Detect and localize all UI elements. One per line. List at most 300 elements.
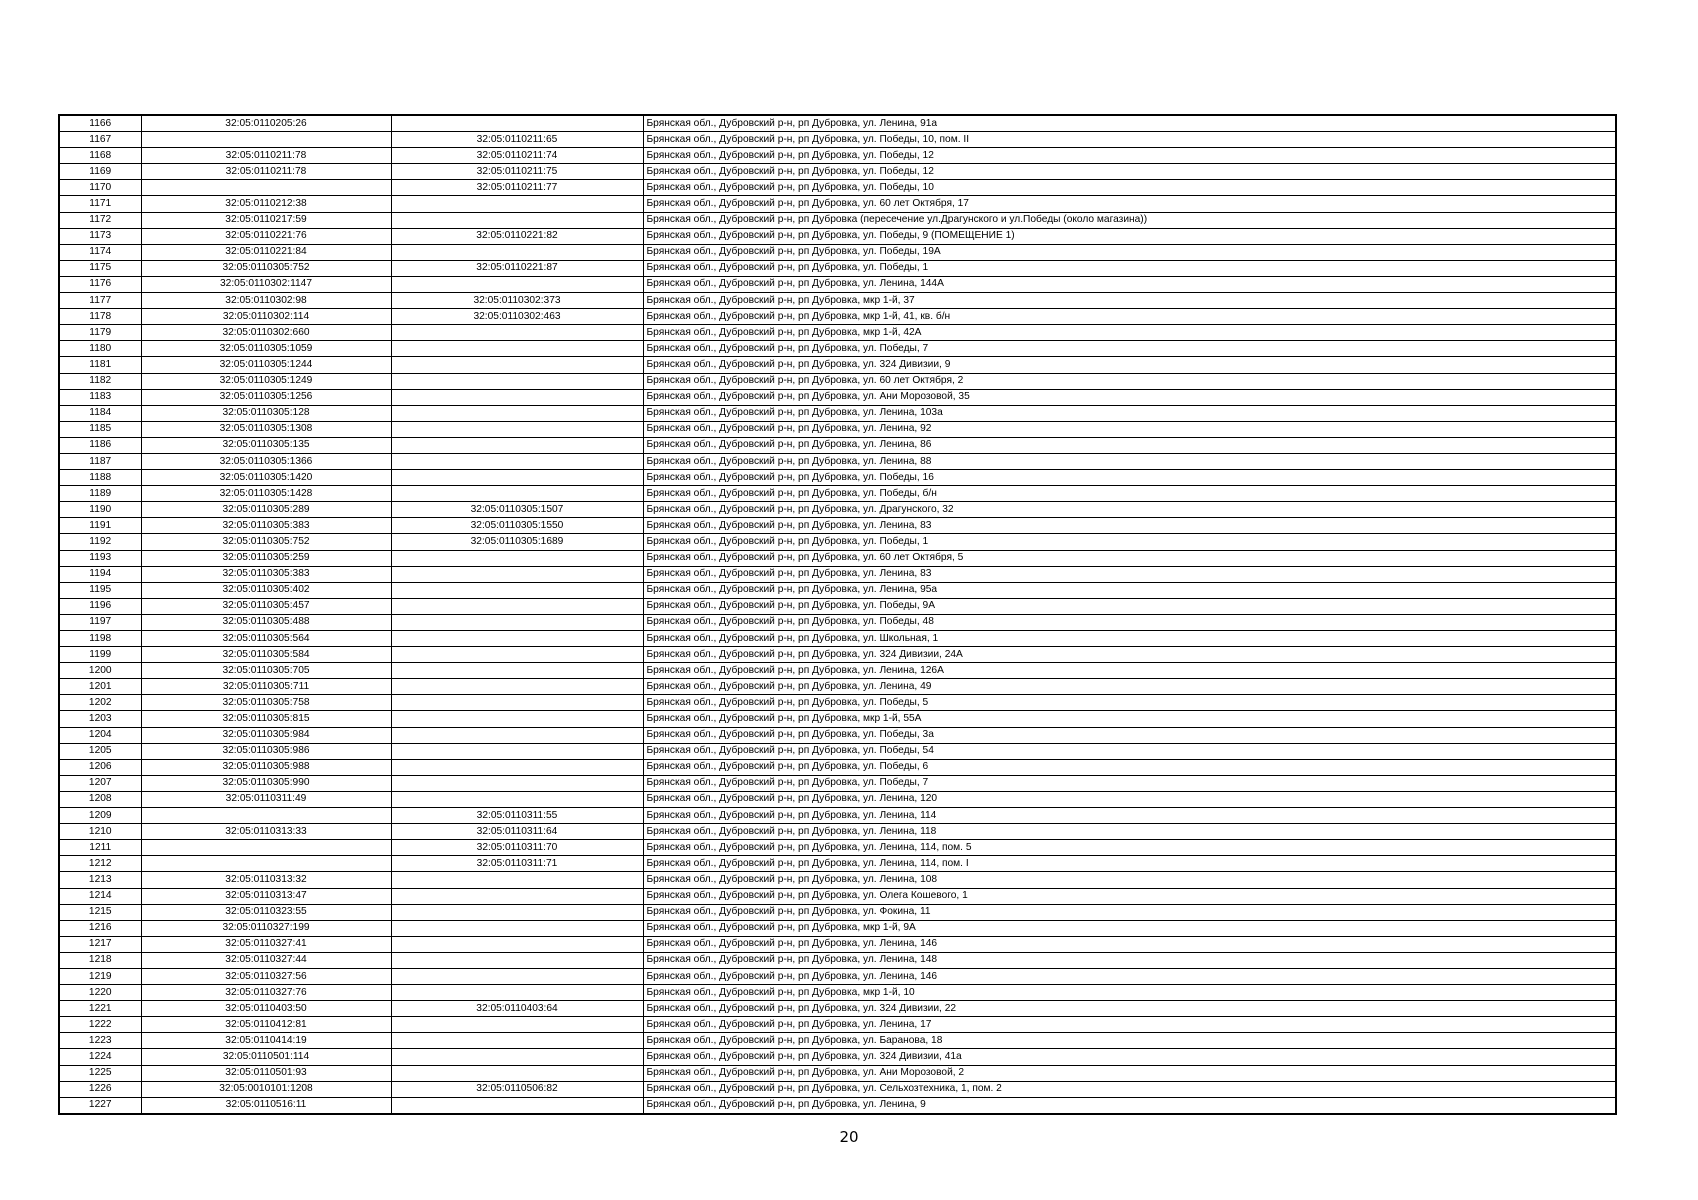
table-row: [59, 631, 1616, 647]
building-cadastral-number-cell: 32:05:0110211:75: [391, 164, 643, 180]
table-row: [59, 196, 1616, 212]
address-cell: Брянская обл., Дубровский р-н, рп Дубровка, ул. Победы, 7: [643, 775, 1616, 791]
building-cadastral-number-cell: [391, 405, 643, 421]
building-cadastral-number-cell: [391, 968, 643, 984]
address-cell: Брянская обл., Дубровский р-н, рп Дубровка, ул. Ленина, 95а: [643, 582, 1616, 598]
address-cell: Брянская обл., Дубровский р-н, рп Дубровка, мкр 1-й, 41, кв. б/н: [643, 309, 1616, 325]
table-row: [59, 679, 1616, 695]
row-number-cell: 1218: [59, 952, 141, 968]
row-number-cell: 1192: [59, 534, 141, 550]
address-cell: Брянская обл., Дубровский р-н, рп Дубровка, ул. Ленина, 83: [643, 518, 1616, 534]
table-row: [59, 180, 1616, 196]
land-cadastral-number-cell: 32:05:0110205:26: [141, 115, 391, 132]
building-cadastral-number-cell: [391, 341, 643, 357]
address-cell: Брянская обл., Дубровский р-н, рп Дубровка, мкр 1-й, 55А: [643, 711, 1616, 727]
table-row: [59, 888, 1616, 904]
table-row: [59, 276, 1616, 292]
table-row: [59, 968, 1616, 984]
building-cadastral-number-cell: [391, 952, 643, 968]
table-row: [59, 808, 1616, 824]
building-cadastral-number-cell: 32:05:0110221:82: [391, 228, 643, 244]
building-cadastral-number-cell: [391, 453, 643, 469]
building-cadastral-number-cell: [391, 470, 643, 486]
address-cell: Брянская обл., Дубровский р-н, рп Дубровка, ул. Победы, 9А: [643, 598, 1616, 614]
row-number-cell: 1206: [59, 759, 141, 775]
table-row: [59, 1017, 1616, 1033]
land-cadastral-number-cell: 32:05:0110217:59: [141, 212, 391, 228]
row-number-cell: 1170: [59, 180, 141, 196]
address-cell: Брянская обл., Дубровский р-н, рп Дубровка, ул. Победы, 12: [643, 148, 1616, 164]
table-row: [59, 743, 1616, 759]
building-cadastral-number-cell: [391, 550, 643, 566]
building-cadastral-number-cell: [391, 647, 643, 663]
land-cadastral-number-cell: 32:05:0110305:383: [141, 566, 391, 582]
row-number-cell: 1224: [59, 1049, 141, 1065]
land-cadastral-number-cell: 32:05:0110305:711: [141, 679, 391, 695]
address-cell: Брянская обл., Дубровский р-н, рп Дубровка, ул. Ленина, 118: [643, 824, 1616, 840]
property-table: [58, 114, 1617, 1115]
row-number-cell: 1215: [59, 904, 141, 920]
address-cell: Брянская обл., Дубровский р-н, рп Дубровка, ул. Победы, 16: [643, 470, 1616, 486]
address-cell: Брянская обл., Дубровский р-н, рп Дубровка, ул. Победы, 12: [643, 164, 1616, 180]
land-cadastral-number-cell: 32:05:0110211:78: [141, 148, 391, 164]
row-number-cell: 1179: [59, 325, 141, 341]
land-cadastral-number-cell: 32:05:0110305:402: [141, 582, 391, 598]
address-cell: Брянская обл., Дубровский р-н, рп Дубровка, мкр 1-й, 9А: [643, 920, 1616, 936]
land-cadastral-number-cell: [141, 180, 391, 196]
table-row: [59, 920, 1616, 936]
land-cadastral-number-cell: [141, 856, 391, 872]
building-cadastral-number-cell: [391, 695, 643, 711]
table-row: [59, 727, 1616, 743]
row-number-cell: 1194: [59, 566, 141, 582]
address-cell: Брянская обл., Дубровский р-н, рп Дубровка, ул. Победы, 48: [643, 614, 1616, 630]
table-row: [59, 952, 1616, 968]
row-number-cell: 1225: [59, 1065, 141, 1081]
address-cell: Брянская обл., Дубровский р-н, рп Дубровка, ул. Победы, 54: [643, 743, 1616, 759]
land-cadastral-number-cell: [141, 132, 391, 148]
building-cadastral-number-cell: 32:05:0110211:77: [391, 180, 643, 196]
address-cell: Брянская обл., Дубровский р-н, рп Дубровка, ул. Ленина, 17: [643, 1017, 1616, 1033]
table-row: [59, 711, 1616, 727]
land-cadastral-number-cell: 32:05:0110211:78: [141, 164, 391, 180]
building-cadastral-number-cell: [391, 325, 643, 341]
land-cadastral-number-cell: 32:05:0110302:660: [141, 325, 391, 341]
table-row: [59, 405, 1616, 421]
building-cadastral-number-cell: 32:05:0110305:1689: [391, 534, 643, 550]
address-cell: Брянская обл., Дубровский р-н, рп Дубровка, ул. Ленина, 88: [643, 453, 1616, 469]
table-row: [59, 534, 1616, 550]
building-cadastral-number-cell: [391, 1097, 643, 1114]
row-number-cell: 1220: [59, 985, 141, 1001]
address-cell: Брянская обл., Дубровский р-н, рп Дубровка, ул. Победы, 9 (ПОМЕЩЕНИЕ 1): [643, 228, 1616, 244]
land-cadastral-number-cell: 32:05:0110305:986: [141, 743, 391, 759]
land-cadastral-number-cell: 32:05:0110516:11: [141, 1097, 391, 1114]
address-cell: Брянская обл., Дубровский р-н, рп Дубровка, мкр 1-й, 10: [643, 985, 1616, 1001]
table-row: [59, 550, 1616, 566]
table-row: [59, 293, 1616, 309]
land-cadastral-number-cell: 32:05:0110501:93: [141, 1065, 391, 1081]
row-number-cell: 1201: [59, 679, 141, 695]
address-cell: Брянская обл., Дубровский р-н, рп Дубровка, ул. Баранова, 18: [643, 1033, 1616, 1049]
land-cadastral-number-cell: 32:05:0110305:1366: [141, 453, 391, 469]
row-number-cell: 1182: [59, 373, 141, 389]
building-cadastral-number-cell: [391, 679, 643, 695]
address-cell: Брянская обл., Дубровский р-н, рп Дубровка, ул. 324 Дивизии, 41а: [643, 1049, 1616, 1065]
row-number-cell: 1171: [59, 196, 141, 212]
address-cell: Брянская обл., Дубровский р-н, рп Дубровка, ул. 324 Дивизии, 24А: [643, 647, 1616, 663]
building-cadastral-number-cell: 32:05:0110305:1550: [391, 518, 643, 534]
building-cadastral-number-cell: 32:05:0110302:373: [391, 293, 643, 309]
table-row: [59, 470, 1616, 486]
row-number-cell: 1202: [59, 695, 141, 711]
land-cadastral-number-cell: 32:05:0010101:1208: [141, 1081, 391, 1097]
address-cell: Брянская обл., Дубровский р-н, рп Дубровка, ул. Ленина, 114: [643, 808, 1616, 824]
land-cadastral-number-cell: 32:05:0110305:289: [141, 502, 391, 518]
building-cadastral-number-cell: [391, 872, 643, 888]
land-cadastral-number-cell: 32:05:0110327:56: [141, 968, 391, 984]
building-cadastral-number-cell: [391, 486, 643, 502]
address-cell: Брянская обл., Дубровский р-н, рп Дубровка, ул. Победы, 6: [643, 759, 1616, 775]
land-cadastral-number-cell: [141, 840, 391, 856]
land-cadastral-number-cell: 32:05:0110305:1428: [141, 486, 391, 502]
building-cadastral-number-cell: [391, 759, 643, 775]
building-cadastral-number-cell: [391, 1017, 643, 1033]
table-row: [59, 759, 1616, 775]
building-cadastral-number-cell: [391, 1065, 643, 1081]
building-cadastral-number-cell: [391, 566, 643, 582]
address-cell: Брянская обл., Дубровский р-н, рп Дубровка, ул. Ленина, 146: [643, 968, 1616, 984]
building-cadastral-number-cell: [391, 904, 643, 920]
land-cadastral-number-cell: 32:05:0110313:33: [141, 824, 391, 840]
row-number-cell: 1196: [59, 598, 141, 614]
table-row: [59, 486, 1616, 502]
row-number-cell: 1221: [59, 1001, 141, 1017]
building-cadastral-number-cell: [391, 888, 643, 904]
building-cadastral-number-cell: [391, 631, 643, 647]
address-cell: Брянская обл., Дубровский р-н, рп Дубровка, ул. Победы, 7: [643, 341, 1616, 357]
land-cadastral-number-cell: 32:05:0110212:38: [141, 196, 391, 212]
row-number-cell: 1187: [59, 453, 141, 469]
address-cell: Брянская обл., Дубровский р-н, рп Дубровка, ул. 60 лет Октября, 2: [643, 373, 1616, 389]
building-cadastral-number-cell: [391, 196, 643, 212]
row-number-cell: 1181: [59, 357, 141, 373]
building-cadastral-number-cell: [391, 437, 643, 453]
row-number-cell: 1183: [59, 389, 141, 405]
row-number-cell: 1175: [59, 260, 141, 276]
table-row: [59, 148, 1616, 164]
row-number-cell: 1191: [59, 518, 141, 534]
table-row: [59, 614, 1616, 630]
row-number-cell: 1204: [59, 727, 141, 743]
table-row: [59, 985, 1616, 1001]
address-cell: Брянская обл., Дубровский р-н, рп Дубровка, ул. Олега Кошевого, 1: [643, 888, 1616, 904]
table-row: [59, 341, 1616, 357]
row-number-cell: 1174: [59, 244, 141, 260]
land-cadastral-number-cell: 32:05:0110305:457: [141, 598, 391, 614]
building-cadastral-number-cell: [391, 743, 643, 759]
row-number-cell: 1186: [59, 437, 141, 453]
table-row: [59, 244, 1616, 260]
land-cadastral-number-cell: 32:05:0110311:49: [141, 791, 391, 807]
table-row: [59, 856, 1616, 872]
table-row: [59, 840, 1616, 856]
row-number-cell: 1178: [59, 309, 141, 325]
address-cell: Брянская обл., Дубровский р-н, рп Дубровка, ул. Ленина, 126А: [643, 663, 1616, 679]
building-cadastral-number-cell: [391, 727, 643, 743]
land-cadastral-number-cell: 32:05:0110305:488: [141, 614, 391, 630]
table-row: [59, 1097, 1616, 1114]
land-cadastral-number-cell: 32:05:0110305:705: [141, 663, 391, 679]
table-row: [59, 663, 1616, 679]
row-number-cell: 1190: [59, 502, 141, 518]
table-row: [59, 502, 1616, 518]
land-cadastral-number-cell: 32:05:0110305:259: [141, 550, 391, 566]
address-cell: Брянская обл., Дубровский р-н, рп Дубровка, ул. Ленина, 83: [643, 566, 1616, 582]
address-cell: Брянская обл., Дубровский р-н, рп Дубровка, ул. Ленина, 148: [643, 952, 1616, 968]
table-row: [59, 115, 1616, 132]
table-row: [59, 1049, 1616, 1065]
table-row: [59, 132, 1616, 148]
property-table-body: [59, 115, 1616, 1114]
row-number-cell: 1169: [59, 164, 141, 180]
building-cadastral-number-cell: 32:05:0110506:82: [391, 1081, 643, 1097]
land-cadastral-number-cell: 32:05:0110412:81: [141, 1017, 391, 1033]
land-cadastral-number-cell: 32:05:0110302:98: [141, 293, 391, 309]
land-cadastral-number-cell: 32:05:0110305:758: [141, 695, 391, 711]
table-row: [59, 1033, 1616, 1049]
building-cadastral-number-cell: [391, 936, 643, 952]
building-cadastral-number-cell: 32:05:0110211:65: [391, 132, 643, 148]
address-cell: Брянская обл., Дубровский р-н, рп Дубровка, ул. Школьная, 1: [643, 631, 1616, 647]
building-cadastral-number-cell: [391, 357, 643, 373]
row-number-cell: 1219: [59, 968, 141, 984]
row-number-cell: 1214: [59, 888, 141, 904]
building-cadastral-number-cell: [391, 663, 643, 679]
address-cell: Брянская обл., Дубровский р-н, рп Дубровка, ул. Ленина, 9: [643, 1097, 1616, 1114]
address-cell: Брянская обл., Дубровский р-н, рп Дубровка (пересечение ул.Драгунского и ул.Победы (около магазина)): [643, 212, 1616, 228]
building-cadastral-number-cell: [391, 421, 643, 437]
table-row: [59, 582, 1616, 598]
land-cadastral-number-cell: 32:05:0110414:19: [141, 1033, 391, 1049]
address-cell: Брянская обл., Дубровский р-н, рп Дубровка, ул. Ленина, 92: [643, 421, 1616, 437]
land-cadastral-number-cell: 32:05:0110305:752: [141, 260, 391, 276]
address-cell: Брянская обл., Дубровский р-н, рп Дубровка, ул. Победы, 10, пом. II: [643, 132, 1616, 148]
row-number-cell: 1217: [59, 936, 141, 952]
row-number-cell: 1177: [59, 293, 141, 309]
land-cadastral-number-cell: 32:05:0110302:114: [141, 309, 391, 325]
building-cadastral-number-cell: [391, 212, 643, 228]
building-cadastral-number-cell: [391, 373, 643, 389]
address-cell: Брянская обл., Дубровский р-н, рп Дубровка, ул. Ленина, 108: [643, 872, 1616, 888]
table-row: [59, 389, 1616, 405]
table-row: [59, 824, 1616, 840]
building-cadastral-number-cell: [391, 614, 643, 630]
row-number-cell: 1223: [59, 1033, 141, 1049]
building-cadastral-number-cell: 32:05:0110311:55: [391, 808, 643, 824]
land-cadastral-number-cell: 32:05:0110305:990: [141, 775, 391, 791]
address-cell: Брянская обл., Дубровский р-н, рп Дубровка, ул. Ленина, 103а: [643, 405, 1616, 421]
row-number-cell: 1213: [59, 872, 141, 888]
land-cadastral-number-cell: 32:05:0110305:584: [141, 647, 391, 663]
row-number-cell: 1199: [59, 647, 141, 663]
land-cadastral-number-cell: 32:05:0110305:1059: [141, 341, 391, 357]
building-cadastral-number-cell: [391, 244, 643, 260]
row-number-cell: 1210: [59, 824, 141, 840]
address-cell: Брянская обл., Дубровский р-н, рп Дубровка, ул. Победы, 1: [643, 260, 1616, 276]
table-row: [59, 904, 1616, 920]
row-number-cell: 1188: [59, 470, 141, 486]
building-cadastral-number-cell: [391, 711, 643, 727]
land-cadastral-number-cell: [141, 808, 391, 824]
land-cadastral-number-cell: 32:05:0110305:815: [141, 711, 391, 727]
address-cell: Брянская обл., Дубровский р-н, рп Дубровка, ул. Ленина, 146: [643, 936, 1616, 952]
address-cell: Брянская обл., Дубровский р-н, рп Дубровка, ул. Ани Морозовой, 2: [643, 1065, 1616, 1081]
table-row: [59, 936, 1616, 952]
address-cell: Брянская обл., Дубровский р-н, рп Дубровка, ул. Победы, 10: [643, 180, 1616, 196]
land-cadastral-number-cell: 32:05:0110403:50: [141, 1001, 391, 1017]
table-row: [59, 518, 1616, 534]
row-number-cell: 1211: [59, 840, 141, 856]
address-cell: Брянская обл., Дубровский р-н, рп Дубровка, ул. 60 лет Октября, 5: [643, 550, 1616, 566]
row-number-cell: 1166: [59, 115, 141, 132]
land-cadastral-number-cell: 32:05:0110305:1256: [141, 389, 391, 405]
address-cell: Брянская обл., Дубровский р-н, рп Дубровка, ул. Победы, 1: [643, 534, 1616, 550]
land-cadastral-number-cell: 32:05:0110305:1249: [141, 373, 391, 389]
land-cadastral-number-cell: 32:05:0110327:76: [141, 985, 391, 1001]
address-cell: Брянская обл., Дубровский р-н, рп Дубровка, ул. Фокина, 11: [643, 904, 1616, 920]
building-cadastral-number-cell: [391, 985, 643, 1001]
land-cadastral-number-cell: 32:05:0110313:47: [141, 888, 391, 904]
building-cadastral-number-cell: [391, 276, 643, 292]
address-cell: Брянская обл., Дубровский р-н, рп Дубровка, ул. 324 Дивизии, 22: [643, 1001, 1616, 1017]
land-cadastral-number-cell: 32:05:0110221:76: [141, 228, 391, 244]
building-cadastral-number-cell: 32:05:0110311:64: [391, 824, 643, 840]
building-cadastral-number-cell: [391, 389, 643, 405]
land-cadastral-number-cell: 32:05:0110501:114: [141, 1049, 391, 1065]
table-row: [59, 598, 1616, 614]
land-cadastral-number-cell: 32:05:0110327:41: [141, 936, 391, 952]
row-number-cell: 1216: [59, 920, 141, 936]
table-row: [59, 872, 1616, 888]
address-cell: Брянская обл., Дубровский р-н, рп Дубровка, ул. Ленина, 91а: [643, 115, 1616, 132]
table-row: [59, 647, 1616, 663]
table-row: [59, 325, 1616, 341]
land-cadastral-number-cell: 32:05:0110305:752: [141, 534, 391, 550]
address-cell: Брянская обл., Дубровский р-н, рп Дубровка, ул. Ленина, 49: [643, 679, 1616, 695]
row-number-cell: 1176: [59, 276, 141, 292]
row-number-cell: 1193: [59, 550, 141, 566]
address-cell: Брянская обл., Дубровский р-н, рп Дубровка, ул. Ани Морозовой, 35: [643, 389, 1616, 405]
building-cadastral-number-cell: [391, 1049, 643, 1065]
table-row: [59, 373, 1616, 389]
land-cadastral-number-cell: 32:05:0110323:55: [141, 904, 391, 920]
row-number-cell: 1222: [59, 1017, 141, 1033]
land-cadastral-number-cell: 32:05:0110221:84: [141, 244, 391, 260]
building-cadastral-number-cell: 32:05:0110305:1507: [391, 502, 643, 518]
row-number-cell: 1205: [59, 743, 141, 759]
table-row: [59, 1001, 1616, 1017]
address-cell: Брянская обл., Дубровский р-н, рп Дубровка, ул. Победы, 3а: [643, 727, 1616, 743]
building-cadastral-number-cell: [391, 775, 643, 791]
address-cell: Брянская обл., Дубровский р-н, рп Дубровка, мкр 1-й, 37: [643, 293, 1616, 309]
address-cell: Брянская обл., Дубровский р-н, рп Дубровка, ул. Ленина, 114, пом. I: [643, 856, 1616, 872]
row-number-cell: 1198: [59, 631, 141, 647]
table-row: [59, 228, 1616, 244]
row-number-cell: 1209: [59, 808, 141, 824]
row-number-cell: 1208: [59, 791, 141, 807]
land-cadastral-number-cell: 32:05:0110305:564: [141, 631, 391, 647]
land-cadastral-number-cell: 32:05:0110305:128: [141, 405, 391, 421]
land-cadastral-number-cell: 32:05:0110305:988: [141, 759, 391, 775]
building-cadastral-number-cell: [391, 920, 643, 936]
address-cell: Брянская обл., Дубровский р-н, рп Дубровка, ул. Ленина, 144А: [643, 276, 1616, 292]
address-cell: Брянская обл., Дубровский р-н, рп Дубровка, ул. 324 Дивизии, 9: [643, 357, 1616, 373]
building-cadastral-number-cell: [391, 598, 643, 614]
table-row: [59, 309, 1616, 325]
row-number-cell: 1203: [59, 711, 141, 727]
building-cadastral-number-cell: [391, 115, 643, 132]
row-number-cell: 1173: [59, 228, 141, 244]
building-cadastral-number-cell: [391, 791, 643, 807]
land-cadastral-number-cell: 32:05:0110305:135: [141, 437, 391, 453]
land-cadastral-number-cell: 32:05:0110305:383: [141, 518, 391, 534]
page-number: 20: [839, 1128, 859, 1146]
table-row: [59, 566, 1616, 582]
row-number-cell: 1195: [59, 582, 141, 598]
address-cell: Брянская обл., Дубровский р-н, рп Дубровка, ул. Драгунского, 32: [643, 502, 1616, 518]
address-cell: Брянская обл., Дубровский р-н, рп Дубровка, ул. 60 лет Октября, 17: [643, 196, 1616, 212]
land-cadastral-number-cell: 32:05:0110327:44: [141, 952, 391, 968]
building-cadastral-number-cell: 32:05:0110211:74: [391, 148, 643, 164]
table-row: [59, 260, 1616, 276]
table-row: [59, 695, 1616, 711]
building-cadastral-number-cell: 32:05:0110311:71: [391, 856, 643, 872]
building-cadastral-number-cell: [391, 1033, 643, 1049]
table-row: [59, 421, 1616, 437]
row-number-cell: 1168: [59, 148, 141, 164]
row-number-cell: 1207: [59, 775, 141, 791]
land-cadastral-number-cell: 32:05:0110305:1244: [141, 357, 391, 373]
land-cadastral-number-cell: 32:05:0110313:32: [141, 872, 391, 888]
land-cadastral-number-cell: 32:05:0110305:1308: [141, 421, 391, 437]
row-number-cell: 1185: [59, 421, 141, 437]
address-cell: Брянская обл., Дубровский р-н, рп Дубровка, ул. Ленина, 114, пом. 5: [643, 840, 1616, 856]
row-number-cell: 1167: [59, 132, 141, 148]
address-cell: Брянская обл., Дубровский р-н, рп Дубровка, ул. Победы, б/н: [643, 486, 1616, 502]
row-number-cell: 1184: [59, 405, 141, 421]
table-row: [59, 437, 1616, 453]
table-row: [59, 791, 1616, 807]
building-cadastral-number-cell: [391, 582, 643, 598]
row-number-cell: 1200: [59, 663, 141, 679]
address-cell: Брянская обл., Дубровский р-н, рп Дубровка, ул. Ленина, 120: [643, 791, 1616, 807]
land-cadastral-number-cell: 32:05:0110302:1147: [141, 276, 391, 292]
building-cadastral-number-cell: 32:05:0110311:70: [391, 840, 643, 856]
table-row: [59, 357, 1616, 373]
address-cell: Брянская обл., Дубровский р-н, рп Дубровка, ул. Сельхозтехника, 1, пом. 2: [643, 1081, 1616, 1097]
table-row: [59, 1081, 1616, 1097]
table-row: [59, 453, 1616, 469]
address-cell: Брянская обл., Дубровский р-н, рп Дубровка, мкр 1-й, 42А: [643, 325, 1616, 341]
row-number-cell: 1197: [59, 614, 141, 630]
building-cadastral-number-cell: 32:05:0110403:64: [391, 1001, 643, 1017]
address-cell: Брянская обл., Дубровский р-н, рп Дубровка, ул. Победы, 19А: [643, 244, 1616, 260]
row-number-cell: 1189: [59, 486, 141, 502]
building-cadastral-number-cell: 32:05:0110221:87: [391, 260, 643, 276]
land-cadastral-number-cell: 32:05:0110327:199: [141, 920, 391, 936]
land-cadastral-number-cell: 32:05:0110305:984: [141, 727, 391, 743]
